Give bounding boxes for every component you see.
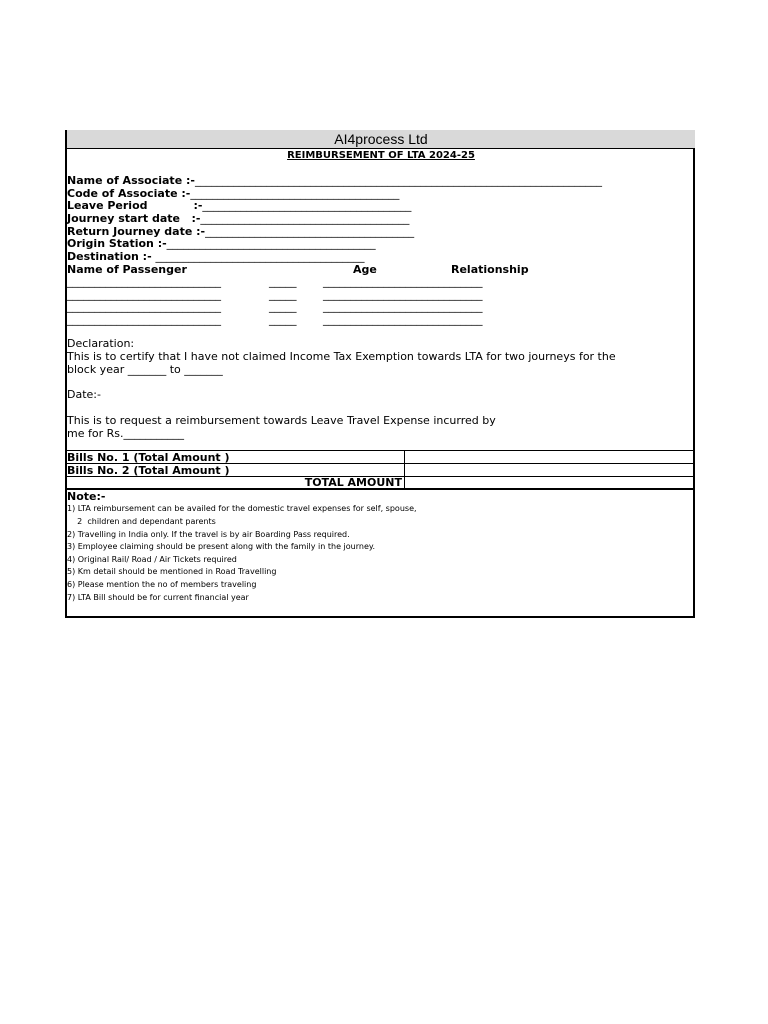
passenger-relationship-blank[interactable]: _____________________________ xyxy=(323,288,483,301)
field-label: Name of Associate :- xyxy=(67,174,195,187)
declaration-heading: Declaration: xyxy=(67,337,135,350)
field-blank: ______________________________________ xyxy=(202,199,412,212)
bill-2-label: Bills No. 2 (Total Amount ) xyxy=(67,464,230,477)
field-leave-period[interactable] xyxy=(67,199,411,212)
note-item: 7) LTA Bill should be for current financial year xyxy=(67,593,249,602)
field-label: Destination :- xyxy=(67,250,156,263)
passenger-age-blank[interactable]: _____ xyxy=(269,275,297,288)
field-journey-start-date[interactable] xyxy=(67,212,409,225)
note-item: 6) Please mention the no of members traveling xyxy=(67,580,257,589)
field-blank: ______________________________________ xyxy=(166,237,376,250)
bill-1-label: Bills No. 1 (Total Amount ) xyxy=(67,451,230,464)
field-label: Leave Period :- xyxy=(67,199,203,212)
field-blank: __________________________________________________________________________ xyxy=(194,174,602,187)
request-amount-field[interactable]: me for Rs.___________ xyxy=(67,427,184,440)
field-blank: ______________________________________ xyxy=(190,187,400,200)
passenger-name-blank[interactable]: ____________________________ xyxy=(67,288,221,301)
passenger-name-blank[interactable]: ____________________________ xyxy=(67,275,221,288)
declaration-block-year[interactable]: block year _______ to _______ xyxy=(67,363,223,376)
passenger-relationship-blank[interactable]: _____________________________ xyxy=(323,275,483,288)
passenger-relationship-blank[interactable]: _____________________________ xyxy=(323,300,483,313)
total-amount-label: TOTAL AMOUNT xyxy=(304,476,402,489)
declaration-text: This is to certify that I have not claimed Income Tax Exemption towards LTA for two journeys for the xyxy=(67,350,616,363)
note-item: 1) LTA reimbursement can be availed for the domestic travel expenses for self, spouse, xyxy=(67,504,417,513)
field-label: Code of Associate :- xyxy=(67,187,191,200)
note-item: 3) Employee claiming should be present along with the family in the journey. xyxy=(67,542,376,551)
note-item: 2 children and dependant parents xyxy=(67,517,216,526)
note-heading: Note:- xyxy=(67,490,106,503)
date-field[interactable]: Date:- xyxy=(67,388,101,401)
note-item: 2) Travelling in India only. If the travel is by air Boarding Pass required. xyxy=(67,530,350,539)
field-blank: ______________________________________ xyxy=(155,250,365,263)
company-name: AI4process Ltd xyxy=(67,130,695,149)
field-label: Origin Station :- xyxy=(67,237,167,250)
passenger-relationship-header: Relationship xyxy=(451,263,529,276)
passenger-name-header: Name of Passenger xyxy=(67,263,187,276)
field-destination[interactable] xyxy=(67,250,364,263)
passenger-name-blank[interactable]: ____________________________ xyxy=(67,300,221,313)
passenger-relationship-blank[interactable]: _____________________________ xyxy=(323,313,483,326)
passenger-age-header: Age xyxy=(353,263,377,276)
request-text: This is to request a reimbursement towards Leave Travel Expense incurred by xyxy=(67,414,496,427)
table-divider xyxy=(404,450,405,488)
passenger-name-blank[interactable]: ____________________________ xyxy=(67,313,221,326)
passenger-age-blank[interactable]: _____ xyxy=(269,288,297,301)
field-origin-station[interactable] xyxy=(67,237,376,250)
field-name-of-associate[interactable] xyxy=(67,174,602,187)
lta-form xyxy=(65,130,695,618)
field-label: Return Journey date :- xyxy=(67,225,206,238)
note-item: 5) Km detail should be mentioned in Road Travelling xyxy=(67,567,277,576)
form-title: REIMBURSEMENT OF LTA 2024-25 xyxy=(287,150,475,161)
field-blank: ______________________________________ xyxy=(200,212,410,225)
field-label: Journey start date :- xyxy=(67,212,201,225)
passenger-age-blank[interactable]: _____ xyxy=(269,300,297,313)
note-item: 4) Original Rail/ Road / Air Tickets required xyxy=(67,555,237,564)
field-blank: ______________________________________ xyxy=(205,225,415,238)
passenger-age-blank[interactable]: _____ xyxy=(269,313,297,326)
